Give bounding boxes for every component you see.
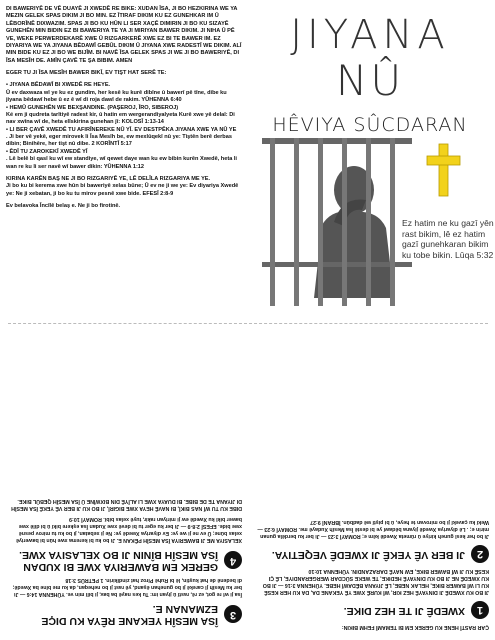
list-item: • ÊDÎ TU ZAROKEKÎ XWEDÊ YÎ xyxy=(6,148,88,155)
tract-title xyxy=(254,12,486,136)
step-title: JI BER VÊ YEKÊ JI XWEDÊ VEQETIYA. xyxy=(271,548,465,561)
step-header-2 xyxy=(257,545,489,563)
step-header-1 xyxy=(257,601,489,619)
step-number-badge: 3 xyxy=(224,605,242,623)
fold-divider xyxy=(8,323,488,324)
prison-cross-bar xyxy=(262,262,412,267)
step-body: Îsa ji wî re got, ez rê, rastî û jiyan im: Tu kes nayê ba bav, ji bilî min ve. YÛHENNA 14:6 — Ji ber ku Mesîh jî carekê ji bo gunehan êşand, yê rast ji bo neheqan, da ku me bîne ba Xwedê; di bedenê de hat kuştin, lê bi Ruhê Pîroz hat zindîkirin. 1 PETRÛS 3:18 xyxy=(12,576,242,597)
cross-icon xyxy=(427,144,460,196)
title-line-2: NÛ xyxy=(335,56,405,105)
list-item: • JIYANA BÊDAWÎ BI XWEDÊ RE HEYE. xyxy=(6,82,111,89)
step-title: XWEDÊ JI TE HEZ DIKE. xyxy=(343,604,465,617)
list-item: KIRINA KARÊN BAŞ NE JI BO RIZGARIYÊ YE, LÊ DELÎLA RIZGARIYA ME YE. xyxy=(6,175,211,182)
four-truths-intro: ÇAR RASTÎ HENE KU GEREK EM BI TEMAMÎ FEHM BIKIN: xyxy=(341,624,489,630)
results-heading: EGER TU JI ÎSA MESÎH BAWER BIKÎ, EV TIŞT HAT SERÊ TE: xyxy=(6,70,167,76)
step-number-badge: 1 xyxy=(471,601,489,619)
closing-note: DIBE KU TU WÎ NAS BIKÎ, BI NAVÊ HEYA XWE BIGIRÎ, JI BO KU JI BER VÊ YEKÊ ÎSA MESÎH DI JIYANA TE DE BIBE. BI DUAYA XWE LI ALÎYÊ DIN BIXWÎNE Û ÎSA MESÎH QEBÛL BIKE. xyxy=(11,497,242,511)
list-item: . Ji ber vê yekê, eger mirovek li Îsa Mesîh be, ew mexlûqekî nû ye: Tiştên berê derbas dibin; Binihêre, her tişt nû dibe. 2 KORÎNTÎ 5:17 xyxy=(6,134,232,148)
list-item: Ji bo ku bi kerema xwe hûn bi baweriyê xelas bûne; Û ev ne ji we ye: Ev diyariya Xwedê ye: Ne ji xebatan, ji bo ku tu mirov pesnê xwe bide. EFESÎ 2:8-9 xyxy=(6,183,239,197)
inverted-panel xyxy=(0,330,495,636)
prayer-paragraph: DI BAWERIYÊ DE VÊ DUAYÊ JI XWEDÊ RE BIKE: XUDAN ÎSA, JI BO HEZKIRINA WE YA MEZIN GELEK SPAS DIKIM JI BO MIN. EZ ÎTIRAF DIKIM KU EZ GUNEHKAR IM Û LÊBORÎNÊ DIXWAZIM. SPAS JI BO KU HÛN LI SER XAÇÊ DIMIRIN JI BO KU SIZAYÊ GUNEHÊN MIN BIDIN EZ BI BAWERIYA TE YA JI MIRIYAN BAWER DIKIM. JI NIHA Û PÊ VE, WEKE PERWERDEKARÊ XWE Û RIZGARKERÊ XWE EZ BI TE BAWER IM. EZ DIYARIYA WE YA JIYANA BÊDAWÎ GEBÛL DIKIM Û JIYANA XWE RADESTÎ WE DIKIM. ALÎ MIN BIDE KU EZ JI BO WE BIJÎM. BI NAVÊ ÎSA GELEK SPAS JI WE JI BO BAWERIYÊ, DI ÎSA MESÎH DE. AMÎN ÇAVÊ TE ŞA BIBIM. AMEN xyxy=(6,6,242,64)
list-item: Û ev daxwaza wî ye ku ez gundim, her kesê ku kurê dibîne û bawerî pê tîne, dibe ku jiyana bêdawî hebe û ez ê wî di roja dawî de rakim. YÛHENNA 6:40 xyxy=(6,89,227,104)
steps-column-1 xyxy=(257,514,489,630)
step-number-badge: 2 xyxy=(471,545,489,563)
list-item: • LI BER ÇAVÊ XWEDÊ TU AFIRÎNEREKE NÛ YÎ. EV DESTPÊKA JIYANA XWE YA NÛ YE xyxy=(6,126,237,133)
step-body: XELASIYA ME JI BAWERIYA ÎSA MESÎH PÊKAN E. Ji bo ku bi kerema xwe hûn bi baweriyê xelas bûne; Û ev ne ji we ye: Ev diyariya Xwedê ye: Ne ji xebatan, ji bo ku tu mirov pesnê xwe bide. EFESÎ 2:8-9 — Ji ber ku eger tu bi devê xwe Xudan Îsa eşkere bikî û bi dilê xwe bawer bikî ku Xwedê ew ji miriyan rakir, tuyê xelas bibî. ROMAYÎ 10:9 xyxy=(16,515,242,543)
steps-column-2 xyxy=(10,493,242,630)
list-item: . Lê belê bi qasî ku wî ew standiye, wî qewet daye wan ku ew bibin kurên Xwedê, heta li wan re ku li ser navê wî bawer dikin: YÛHENNA 1:12 xyxy=(6,156,237,170)
scripture-quote: Ez hatim ne ku gazî yên rast bikim, lê ez hatim gazî gunehkaran bikim ku tobe bikin. Lûqa 5:32 xyxy=(402,218,494,261)
step-header-3 xyxy=(10,603,242,626)
step-body: Ji bo her kesî guneh kiriye û rûmeta Xwedê kêm e; ROMAYÎ 3:23 — Ji ber ku berdêla gunan mirin e; . Lê diyariya Xwedê jiyana bêdawî ye bi destê Îsa Mesîh Xudayê me. ROMAYÎ 6:23 — Wekî ku çavekî ji bo mirovan te heye, û bi piştî wê dadbûn. ÎBRANÎ 9:27 xyxy=(257,519,489,540)
title-subtitle: HÊVIYA SÛCDARAN xyxy=(272,114,468,136)
title-line-1: JIYANA xyxy=(290,12,450,58)
step-title: ÎSA MESÎH YEKANE RÊYA KU DIÇE EZMANAN E. xyxy=(41,603,218,627)
step-number-badge: 4 xyxy=(224,551,242,569)
free-notice: Ev belavoka Încîlê belaş e. Ne ji bo firotinê. xyxy=(6,203,121,209)
results-list xyxy=(6,82,244,210)
prisoner-silhouette xyxy=(314,166,394,298)
list-item: Ké em ji qudreta tarîtiyê radest kir, û hatin em wergerandiyalyeta Kurê xwe yê delal: Di nav xwîna wî de, heta elîskirina gunehan jî: KOLOSÎ 1:13-14 xyxy=(6,111,235,126)
step-title: GEREK EM BAWERIYA XWE BI XUDAN ÎSA MESÎH BÎNIN JI BO XELASIYA XWE. xyxy=(19,549,218,573)
intro-text-block xyxy=(6,6,244,210)
step-body: JI BO KU XWEDÊ JI DINYAYÊ HEZ KIR, WÎ KURÊ XWE YÊ YEKANE DA, DA KU HER KESÊ KU LI WÎ BAWER BIKE, HELAK NEBE, LÊ JIYANA BÊDAWÎ HEBE. YÛHENNA 3:16 — JI BO KU XWEDÊ NE JI BO KU DINYAYÊ HEDIKE, TE WEKE SÛCDAR WERGERANDIYE, LÊ ÇI KESÊ KU JI WÎ BAWER BIKE, EW NAYÊ DARAZANDIN. YÛHENNA 10:10 xyxy=(262,568,489,596)
list-item: • HEMÛ GUNEHÊN WE BEXŞANDINE. (PAŞEROJ, ÎRO, SIBEROJ) xyxy=(6,104,179,111)
step-header-4 xyxy=(10,549,242,572)
prison-top-bar xyxy=(262,138,412,144)
